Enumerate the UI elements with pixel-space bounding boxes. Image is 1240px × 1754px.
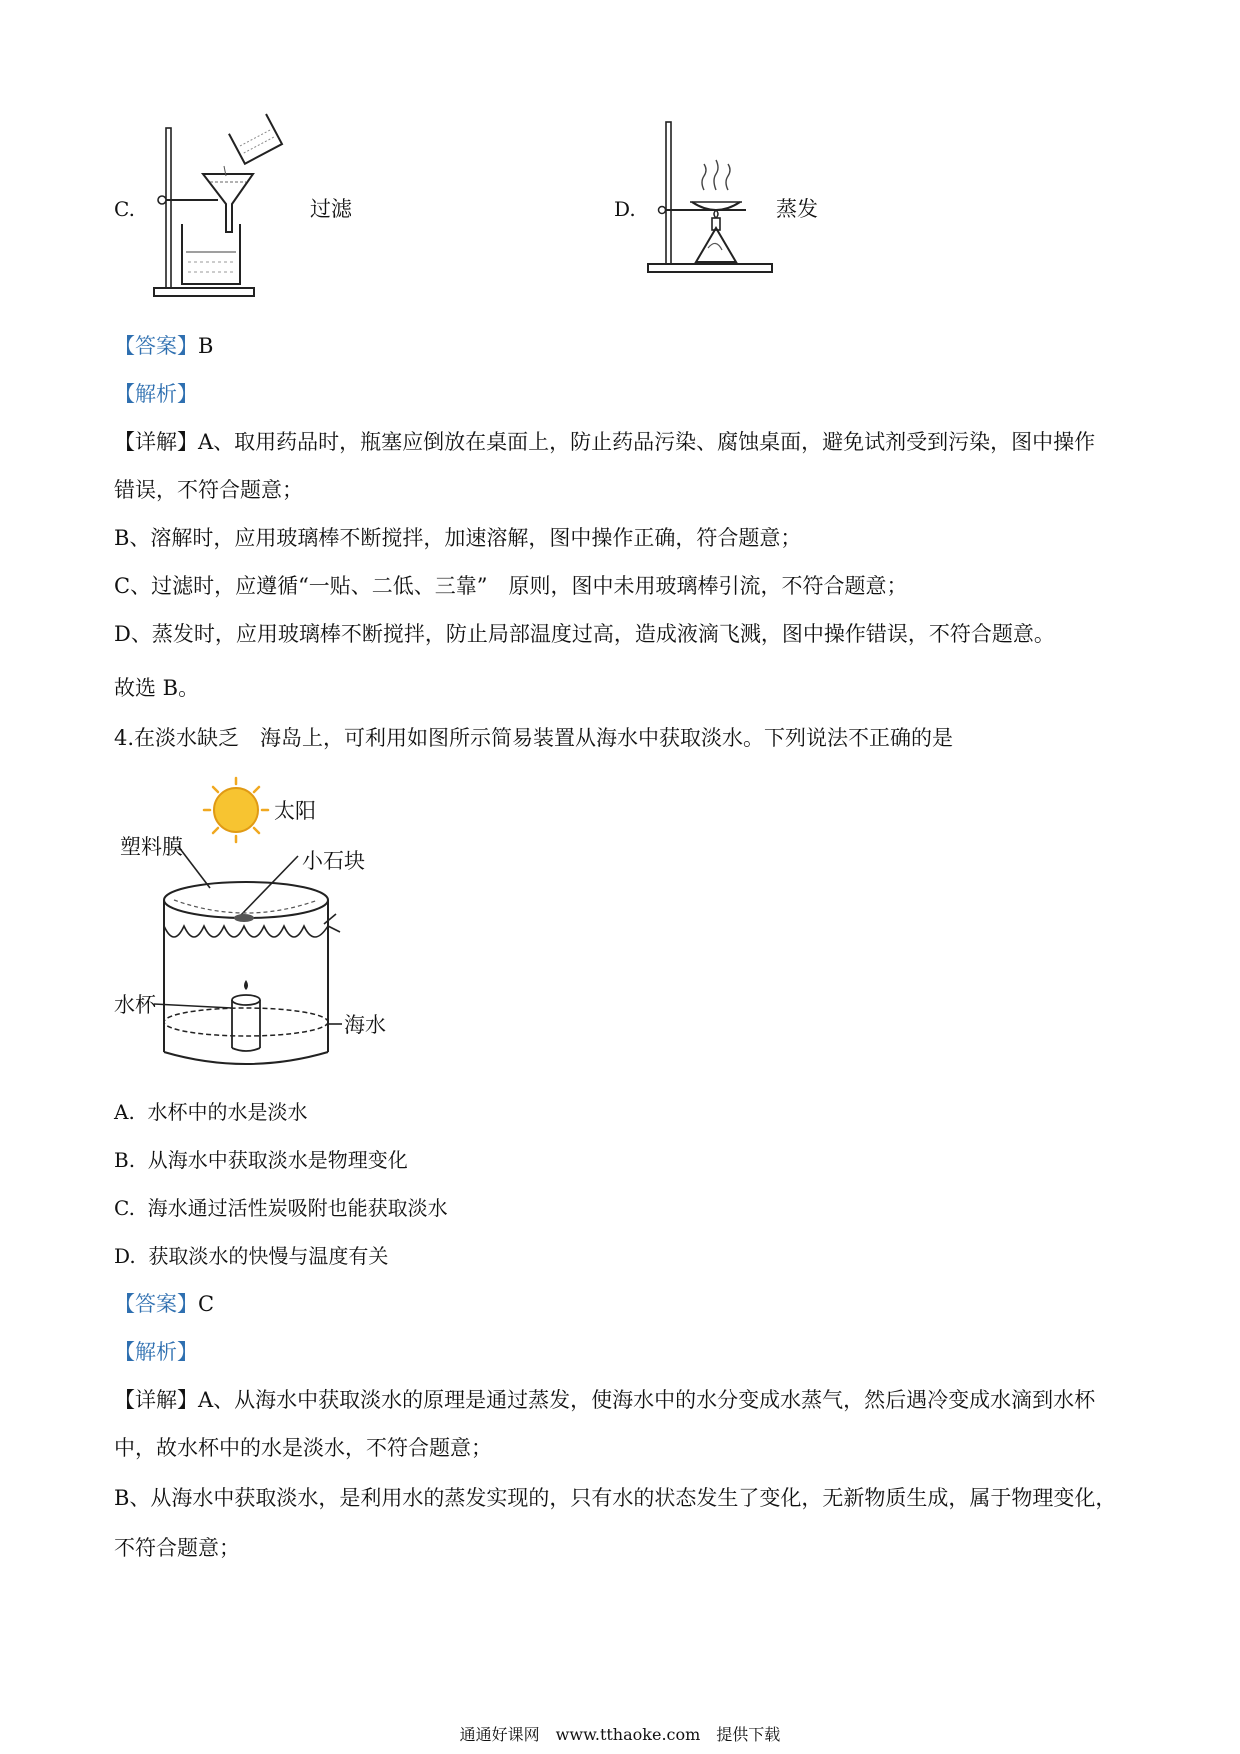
q3-answer (114, 332, 213, 360)
detail-text: A、从海水中获取淡水的原理是通过蒸发，使海水中的水分变成水蒸气，然后遇冷变成水滴到水杯 (198, 1388, 1096, 1412)
q4-detail-line3: B、从海水中获取淡水，是利用水的蒸发实现的，只有水的状态发生了变化，无新物质生成，属于物理变化， (114, 1486, 1117, 1510)
q4-stem: 4.在淡水缺乏 海岛上，可利用如图所示简易装置从海水中获取淡水。下列说法不正确的是 (114, 726, 954, 750)
label-seawater: 海水 (344, 1013, 386, 1037)
q3-analysis-tag: 【解析】 (114, 382, 198, 406)
option-letter: D. (114, 1244, 136, 1268)
q3-detail-line3: B、溶解时，应用玻璃棒不断搅拌，加速溶解，图中操作正确，符合题意； (114, 526, 802, 550)
option-text: 海水通过活性炭吸附也能获取淡水 (147, 1196, 448, 1220)
option-d-letter: D. (614, 197, 636, 221)
q4-option-a (114, 1098, 308, 1126)
q3-detail-line4: C、过滤时，应遵循“一贴、二低、三靠” 原则，图中未用玻璃棒引流，不符合题意； (114, 574, 908, 598)
label-sun: 太阳 (274, 799, 316, 823)
solar-still-figure (114, 776, 434, 1076)
option-text: 水杯中的水是淡水 (147, 1100, 308, 1124)
sun-icon (204, 778, 268, 842)
option-c-caption: 过滤 (310, 197, 352, 221)
option-letter: B. (114, 1148, 136, 1172)
q3-detail-line2: 错误，不符合题意； (114, 478, 303, 502)
detail-tag: 【详解】 (114, 1388, 198, 1412)
option-letter: C. (114, 1196, 135, 1220)
option-text: 获取淡水的快慢与温度有关 (148, 1244, 389, 1268)
q4-option-c (114, 1194, 448, 1222)
q4-detail-line1 (114, 1386, 1095, 1414)
option-letter: A. (114, 1100, 135, 1124)
label-film: 塑料膜 (120, 835, 183, 859)
q4-option-d (114, 1242, 388, 1270)
answer-value: B (198, 334, 214, 358)
label-cup: 水杯 (114, 993, 156, 1017)
q4-analysis-tag: 【解析】 (114, 1340, 198, 1364)
answer-tag: 【答案】 (114, 1292, 198, 1316)
answer-tag: 【答案】 (114, 334, 198, 358)
label-stone: 小石块 (302, 849, 365, 873)
q4-detail-line4: 不符合题意； (114, 1536, 240, 1560)
q3-detail-line5: D、蒸发时，应用玻璃棒不断搅拌，防止局部温度过高，造成液滴飞溅，图中操作错误，不符合题意。 (114, 622, 1055, 646)
page-footer: 通通好课网 www.tthaoke.com 提供下载 (459, 1725, 781, 1744)
q3-detail-line6: 故选 B。 (114, 676, 200, 700)
q3-detail-line1 (114, 428, 1095, 456)
detail-tag: 【详解】 (114, 430, 198, 454)
option-d-caption: 蒸发 (776, 197, 818, 221)
q4-detail-line2: 中，故水杯中的水是淡水，不符合题意； (114, 1436, 492, 1460)
answer-value: C (198, 1292, 215, 1316)
option-text: 从海水中获取淡水是物理变化 (147, 1148, 408, 1172)
q4-option-b (114, 1146, 408, 1174)
evaporation-apparatus-figure (646, 118, 776, 298)
detail-text: A、取用药品时，瓶塞应倒放在桌面上，防止药品污染、腐蚀桌面，避免试剂受到污染，图中操作 (198, 430, 1096, 454)
option-c-letter: C. (114, 197, 135, 221)
filtration-apparatus-figure (148, 112, 308, 304)
q4-answer (114, 1290, 214, 1318)
